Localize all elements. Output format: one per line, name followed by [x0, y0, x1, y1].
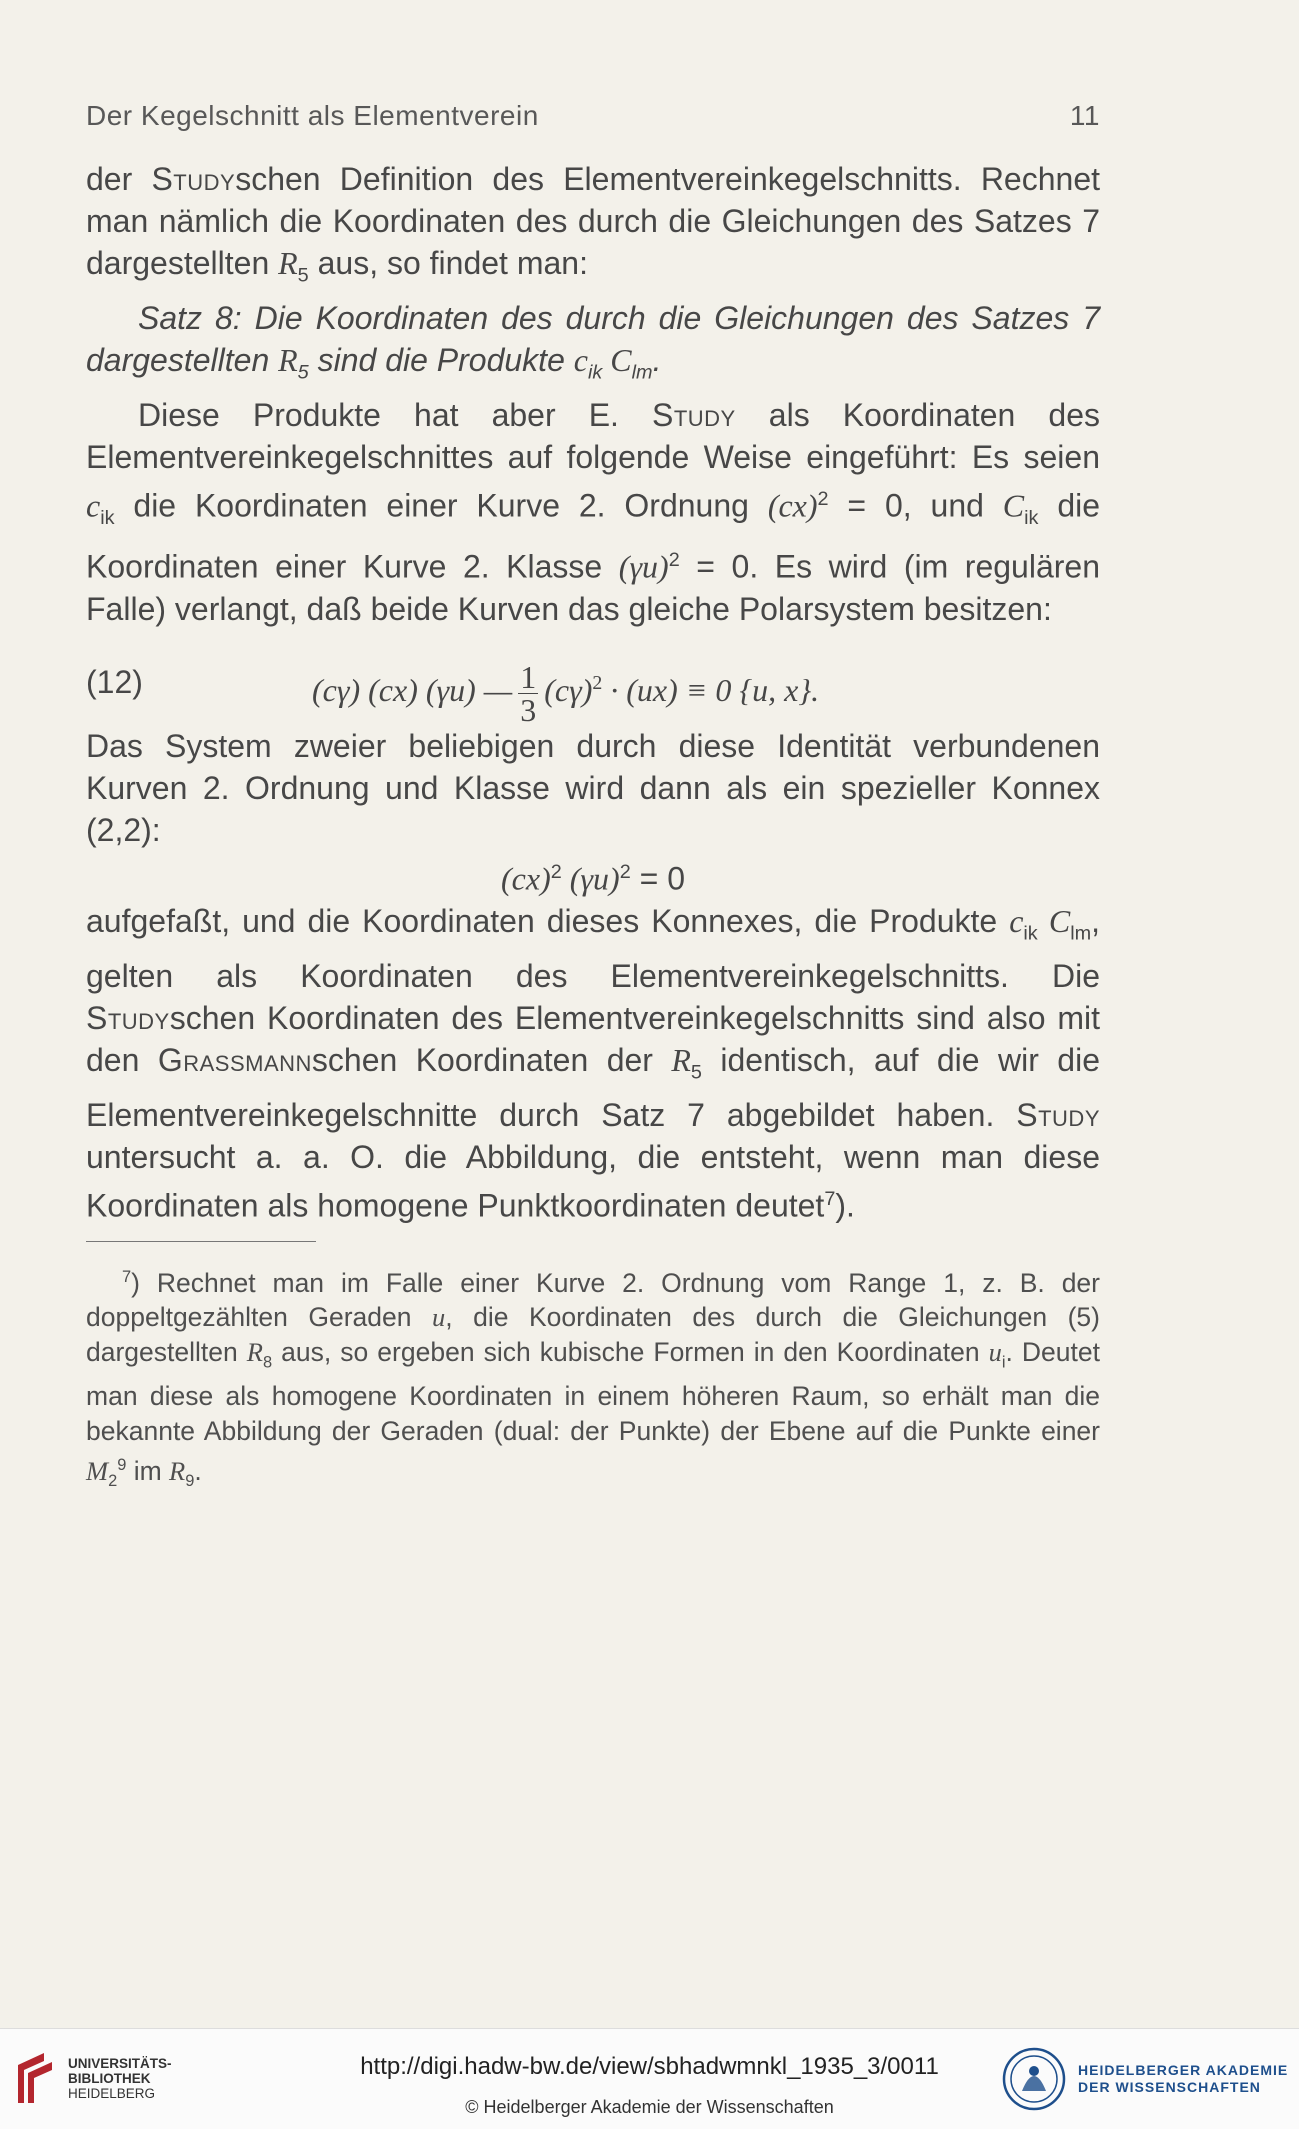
- theorem-8: [86, 297, 1100, 394]
- math-subscript: 8: [262, 1352, 273, 1371]
- text-run: als Koordinaten des Elementvereinkegelschnittes auf folgende Weise eingeführt: Es seien: [86, 396, 1101, 475]
- math-subscript: ik: [1023, 922, 1038, 945]
- equation-number: (12): [86, 663, 143, 700]
- math-symbol: c: [1009, 902, 1024, 939]
- math-subscript: 5: [297, 361, 309, 384]
- author-name: Study: [86, 999, 170, 1036]
- math-subscript: lm: [631, 361, 653, 384]
- math-symbol: R: [278, 245, 298, 282]
- text-run: die Koordinaten einer Kurve 2. Klasse: [86, 487, 1101, 586]
- math-expression: = 0: [828, 487, 903, 524]
- math-subscript: 2: [108, 1472, 118, 1491]
- math-symbol: c: [86, 487, 101, 524]
- paragraph-4: [86, 900, 1100, 1227]
- text-run: , und: [902, 487, 1003, 524]
- text-run: . Es wird (im regulären Falle) verlangt, daß beide Kurven das gleiche Polarsystem besitzen:: [86, 549, 1101, 628]
- math-symbol: C: [602, 342, 632, 379]
- text-run: .: [652, 342, 662, 379]
- text-run: schen Koordinaten des Elementvereinkegelschnitts sind also mit den: [86, 999, 1100, 1078]
- math-symbol: u: [988, 1336, 1002, 1367]
- author-name: Study: [1016, 1096, 1100, 1133]
- math-symbol: u: [432, 1302, 446, 1333]
- math-expression: (cx): [501, 860, 551, 897]
- math-subscript: i: [1001, 1352, 1006, 1371]
- author-name: Study: [151, 161, 236, 197]
- equation-body: [312, 658, 820, 728]
- fraction-numerator: 1: [520, 658, 537, 695]
- library-logo-line: BIBLIOTHEK: [68, 2070, 151, 2086]
- text-run: Satz 8: Die Koordinaten des durch die Gleichungen des Satzes 7 dargestellten: [86, 300, 1100, 379]
- academy-logo-line: DER WISSENSCHAFTEN: [1078, 2079, 1261, 2095]
- paragraph-3: Das System zweier beliebigen durch diese Identität verbundenen Kurven 2. Ordnung und Klasse wird dann als ein spezieller Konnex (2,2):: [86, 727, 1100, 848]
- paragraph-1: [86, 158, 1100, 297]
- text-run: aus, so ergeben sich kubische Formen in den Koordinaten: [272, 1336, 989, 1367]
- text-run: der: [86, 161, 152, 197]
- equation-12: [86, 641, 1100, 728]
- math-expression: · (ux) ≡ 0 {u, x}.: [602, 671, 820, 708]
- main-text: [86, 158, 1100, 1499]
- running-header: [86, 100, 1100, 132]
- permalink-url[interactable]: http://digi.hadw-bw.de/view/sbhadwmnkl_1935_3/0011: [360, 2053, 939, 2080]
- text-run: untersucht a. a. O. die Abbildung, die entsteht, wenn man diese Koordinaten als homogene Punktkoordinaten deutet: [86, 1138, 1100, 1224]
- text-run: aus, so findet man:: [308, 245, 588, 282]
- math-expression: = 0: [630, 860, 685, 897]
- equation-konnex: [86, 851, 1100, 900]
- footnote-7: [86, 1260, 1100, 1499]
- math-superscript: 2: [668, 549, 680, 572]
- footnote-divider: [86, 1241, 316, 1242]
- text-run: .: [194, 1456, 202, 1487]
- footnote-reference: 7: [824, 1187, 836, 1210]
- academy-logo-line: HEIDELBERGER AKADEMIE: [1078, 2062, 1289, 2078]
- page-number: 11: [1069, 100, 1100, 131]
- math-symbol: M: [86, 1456, 109, 1487]
- academy-seal-icon: [1002, 2047, 1066, 2111]
- footnote-mark: 7: [122, 1267, 132, 1286]
- math-expression: (cx): [767, 487, 818, 524]
- copyright-notice: © Heidelberger Akademie der Wissenschaften: [465, 2097, 834, 2117]
- math-subscript: 9: [185, 1472, 195, 1491]
- text-run: die Koordinaten einer Kurve 2. Ordnung: [114, 487, 768, 524]
- math-expression: (cγ) (cx) (γu) —: [312, 671, 513, 708]
- math-symbol: C: [1002, 487, 1025, 524]
- text-run: schen Definition des Elementvereinkegelschnitts. Rechnet man nämlich die Koordinaten des durch die Gleichungen des Satzes 7 dargestellten: [86, 161, 1100, 282]
- math-subscript: lm: [1070, 922, 1092, 945]
- paragraph-2: [86, 394, 1100, 631]
- math-symbol: R: [169, 1456, 186, 1487]
- math-subscript: ik: [587, 361, 603, 384]
- text-run: ) Rechnet man im Falle einer Kurve 2. Ordnung vom Range 1, z. B. der doppeltgezählten Geraden: [86, 1267, 1100, 1333]
- text-run: , gelten als Koordinaten des Elementvereinkegelschnitts. Die: [86, 902, 1101, 994]
- text-run: , die Koordinaten des durch die Gleichungen (5) dargestellten: [86, 1302, 1100, 1367]
- text-run: schen Koordinaten der: [311, 1041, 672, 1078]
- math-subscript: ik: [100, 507, 115, 530]
- viewer-footer: [0, 2028, 1299, 2129]
- math-expression: (cγ): [544, 671, 593, 708]
- text-run: . Deutet man diese als homogene Koordinaten in einem höheren Raum, so erhält man die bekannte Abbildung der Geraden (dual: der Punkte) der Ebene auf die Punkte einer: [86, 1336, 1100, 1446]
- math-superscript: 2: [550, 861, 562, 884]
- math-superscript: 2: [619, 861, 631, 884]
- math-superscript: 2: [817, 488, 829, 511]
- math-expression: (γu): [618, 549, 669, 586]
- math-subscript: 5: [690, 1061, 702, 1084]
- text-run: im: [126, 1456, 170, 1487]
- running-title: Der Kegelschnitt als Elementverein: [86, 100, 539, 131]
- library-logo-line: HEIDELBERG: [68, 2085, 156, 2101]
- math-superscript: 2: [592, 671, 603, 694]
- math-symbol: R: [671, 1041, 691, 1078]
- math-subscript: ik: [1024, 507, 1039, 530]
- math-symbol: C: [1037, 902, 1071, 939]
- math-symbol: c: [573, 342, 588, 379]
- math-symbol: R: [278, 342, 298, 379]
- math-superscript: 9: [117, 1456, 127, 1475]
- text-run: ).: [835, 1187, 855, 1224]
- math-expression: (γu): [561, 860, 620, 897]
- math-subscript: 5: [297, 264, 309, 287]
- text-run: Diese Produkte hat aber E.: [138, 396, 652, 433]
- author-name: Grassmann: [157, 1041, 312, 1078]
- library-logo-line: UNIVERSITÄTS-: [68, 2055, 172, 2071]
- fraction: [518, 658, 538, 728]
- author-name: Study: [652, 396, 736, 433]
- math-expression: = 0: [679, 549, 750, 586]
- academy-logo-text: [1078, 2062, 1288, 2096]
- text-run: sind die Produkte: [308, 342, 574, 379]
- footnote-text: [86, 1260, 1100, 1499]
- math-symbol: R: [246, 1336, 263, 1367]
- fraction-denominator: 3: [520, 691, 537, 728]
- text-run: identisch, auf die wir die Elementvereinkegelschnitte durch Satz 7 abgebildet haben.: [86, 1041, 1101, 1133]
- text-run: aufgefaßt, und die Koordinaten dieses Konnexes, die Produkte: [86, 902, 1010, 939]
- academy-logo[interactable]: [1002, 2047, 1288, 2111]
